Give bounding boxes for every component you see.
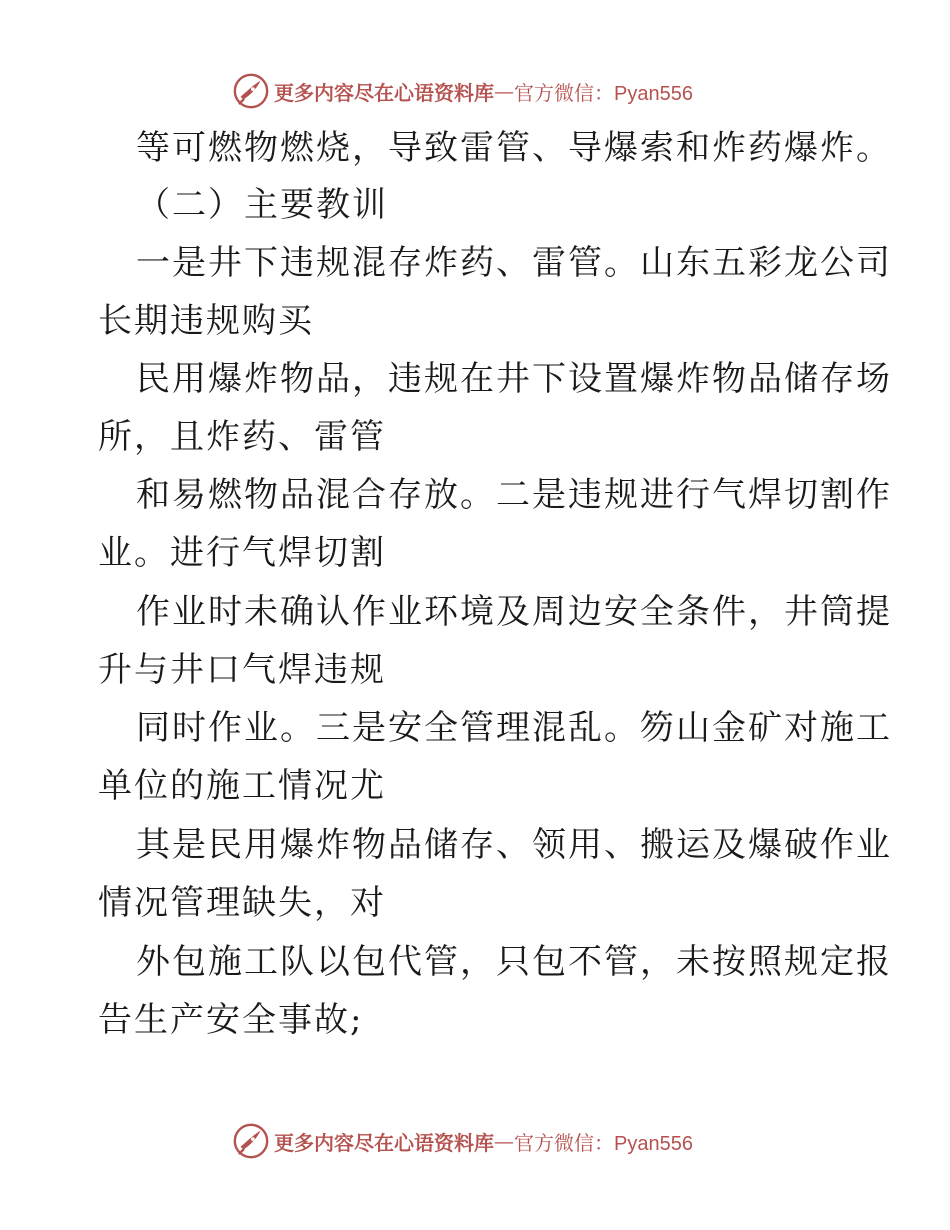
text-line: 情况管理缺失，对 [98,883,386,923]
text-line: 一是井下违规混存炸药、雷管。山东五彩龙公司 [136,243,892,283]
text-line: 业。进行气焊切割 [98,533,386,573]
watermark-separator: — [494,1129,514,1153]
pen-nib-logo-icon [232,1122,270,1160]
text-line: 长期违规购买 [98,301,314,341]
text-line: 民用爆炸物品，违规在井下设置爆炸物品储存场 [136,359,892,399]
footer-watermark [232,1121,693,1161]
watermark-text: 更多内容尽在心语资料库 [274,80,494,105]
text-line: 作业时未确认作业环境及周边安全条件，井筒提 [136,592,892,632]
text-line: 同时作业。三是安全管理混乱。笏山金矿对施工 [136,708,892,748]
text-line: 等可燃物燃烧，导致雷管、导爆索和炸药爆炸。 [136,128,892,168]
text-line: 外包施工队以包代管，只包不管，未按照规定报 [136,942,892,982]
text-line: 其是民用爆炸物品储存、领用、搬运及爆破作业 [136,825,892,865]
text-line: 和易燃物品混合存放。二是违规进行气焊切割作 [136,475,892,515]
text-line: 单位的施工情况尤 [98,766,386,806]
watermark-contact: 官方微信：Pyan556 [514,1132,693,1155]
watermark-separator: — [494,79,514,103]
text-line: 告生产安全事故; [98,1000,364,1040]
watermark-contact: 官方微信：Pyan556 [514,82,693,105]
section-heading: （二）主要教训 [136,185,388,225]
text-line: 所，且炸药、雷管 [98,417,386,457]
watermark-text: 更多内容尽在心语资料库 [274,1130,494,1155]
text-line: 升与井口气焊违规 [98,650,386,690]
